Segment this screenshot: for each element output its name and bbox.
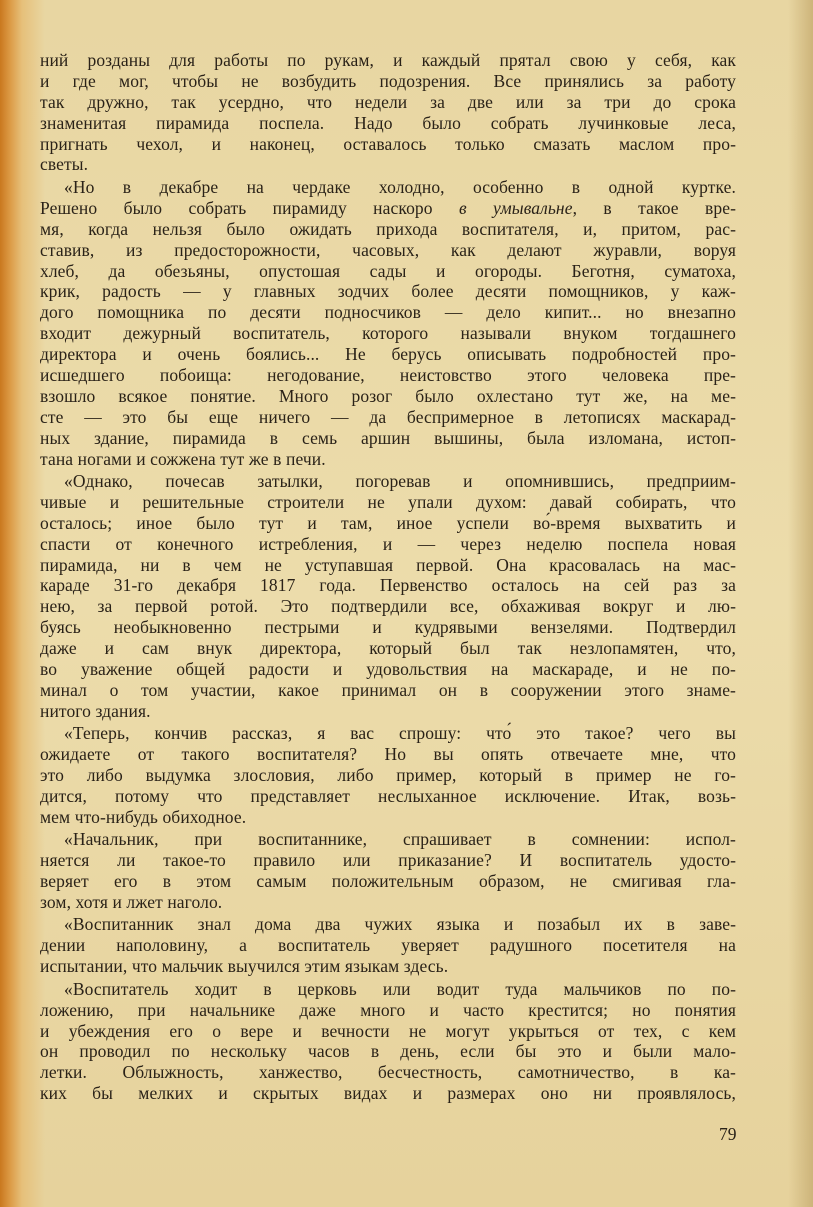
text-line: дится, потому что представляет неслыханное исключение. Итак, возь- bbox=[40, 785, 736, 806]
text-line: «Однако, почесав затылки, погоревав и опомнившись, предприим- bbox=[64, 471, 736, 491]
paragraph bbox=[40, 471, 736, 722]
paragraph bbox=[40, 914, 736, 977]
paragraph bbox=[40, 829, 736, 913]
paragraph bbox=[40, 177, 736, 469]
text-line: ставив, из предосторожности, часовых, как делают журавли, воруя bbox=[40, 239, 736, 260]
text-line: пригнать чехол, и наконец, оставалось только смазать маслом про- bbox=[40, 133, 736, 154]
text-line: «Воспитанник знал дома два чужих языка и позабыл их в заве- bbox=[64, 914, 736, 935]
text-line: светы. bbox=[40, 154, 89, 175]
text-line: нею, за первой ротой. Это подтвердили все, обхаживая вокруг и лю- bbox=[40, 596, 736, 617]
text-line: Решено было собрать пирамиду наскоро в умывальне, в такое вре- bbox=[40, 197, 736, 218]
text-line: дении наполовину, а воспитатель уверяет радушного посетителя на bbox=[40, 935, 736, 956]
text-line: ких бы мелких и скрытых видах и размерах оно ни проявлялось, bbox=[40, 1083, 736, 1104]
text-line: пирамида, ни в чем не уступавшая первой. Она красовалась на мас- bbox=[40, 554, 736, 575]
italic-phrase: в умывальне bbox=[459, 197, 573, 218]
text-line: исшедшего побоища: негодование, неистовство этого человека пре- bbox=[40, 364, 736, 385]
text-line: спасти от конечного истребления, и — через неделю поспела новая bbox=[40, 533, 736, 554]
text-line: ложению, при начальнике даже много и часто крестится; но понятия bbox=[40, 999, 736, 1020]
paragraph bbox=[40, 723, 736, 827]
text-line: нитого здания. bbox=[40, 700, 151, 721]
text-line: он проводил по нескольку часов в день, если бы это и были мало- bbox=[40, 1041, 736, 1062]
text-line: крик, радость — у главных зодчих более десяти помощников, у каж- bbox=[40, 281, 736, 302]
text-line: дого помощника по десяти подносчиков — дело кипит... но внезапно bbox=[40, 302, 736, 323]
text-line: мя, когда нельзя было ожидать прихода воспитателя, и, притом, рас- bbox=[40, 218, 736, 239]
text-line: осталось; иное было тут и там, иное успели во́-время выхватить и bbox=[40, 512, 736, 533]
text-line: летки. Облыжность, ханжество, бесчестность, самотничество, в ка- bbox=[40, 1062, 736, 1083]
text-line: «Воспитатель ходит в церковь или водит туда мальчиков по по- bbox=[64, 978, 736, 999]
text-line: входит дежурный воспитатель, которого называли внуком тогдашнего bbox=[40, 323, 736, 344]
text-line: и убеждения его о вере и вечности не могут укрыться от тех, с кем bbox=[40, 1020, 736, 1041]
text-line: чивые и решительные строители не упали духом: давай собирать, что bbox=[40, 491, 736, 512]
paragraph bbox=[40, 979, 736, 1104]
paragraph bbox=[40, 50, 736, 175]
text-line: зом, хотя и лжет наголо. bbox=[40, 892, 223, 912]
text-line: это либо выдумка злословия, либо пример, который в пример не го- bbox=[40, 765, 736, 786]
text-line: ний розданы для работы по рукам, и каждый прятал свою у себя, как bbox=[40, 50, 736, 70]
text-line: веряет его в этом самым положительным образом, не смигивая гла- bbox=[40, 871, 736, 892]
text-line: мем что-нибудь обиходное. bbox=[40, 806, 247, 827]
text-line: взошло всякое понятие. Много розог было охлестано тут же, на ме- bbox=[40, 385, 736, 406]
text-line: испытании, что мальчик выучился этим языкам здесь. bbox=[40, 956, 449, 977]
text-line: няется ли такое-то правило или приказание? И воспитатель удосто- bbox=[40, 850, 736, 871]
text-line: директора и очень боялись... Не берусь описывать подробностей про- bbox=[40, 344, 736, 365]
text-line: и где мог, чтобы не возбудить подозрения. Все принялись за работу bbox=[40, 70, 736, 91]
text-line: «Теперь, кончив рассказ, я вас спрошу: что́ это такое? чего вы bbox=[64, 723, 736, 744]
text-line: во уважение общей радости и удовольствия на маскараде, и не по- bbox=[40, 659, 736, 680]
text-line: «Начальник, при воспитаннике, спрашивает в сомнении: испол- bbox=[64, 829, 736, 850]
page-number: 79 bbox=[719, 1124, 737, 1144]
text-line: хлеб, да обезьяны, опустошая сады и огороды. Беготня, суматоха, bbox=[40, 260, 736, 281]
text-line: знаменитая пирамида поспела. Надо было собрать лучинковые леса, bbox=[40, 112, 736, 133]
text-line: ожидаете от такого воспитателя? Но вы опять отвечаете мне, что bbox=[40, 744, 736, 765]
text-line: караде 31-го декабря 1817 года. Первенство осталось на сей раз за bbox=[40, 575, 736, 596]
text-line: минал о том участии, какое принимал он в сооружении этого знаме- bbox=[40, 679, 736, 700]
text-line: «Но в декабре на чердаке холодно, особенно в одной куртке. bbox=[64, 176, 736, 197]
text-line: даже и сам внук директора, который был так незлопамятен, что, bbox=[40, 638, 736, 659]
text-line: сте — это бы еще ничего — да беспримерное в летописях маскарад- bbox=[40, 406, 736, 427]
text-line: буясь необыкновенно пестрыми и кудрявыми вензелями. Подтвердил bbox=[40, 617, 736, 638]
text-line: тана ногами и сожжена тут же в печи. bbox=[40, 448, 326, 469]
book-page-text bbox=[40, 50, 736, 1106]
text-line: так дружно, так усердно, что недели за две или за три до срока bbox=[40, 91, 736, 112]
text-line: ных здание, пирамида в семь аршин вышины, была изломана, истоп- bbox=[40, 427, 736, 448]
